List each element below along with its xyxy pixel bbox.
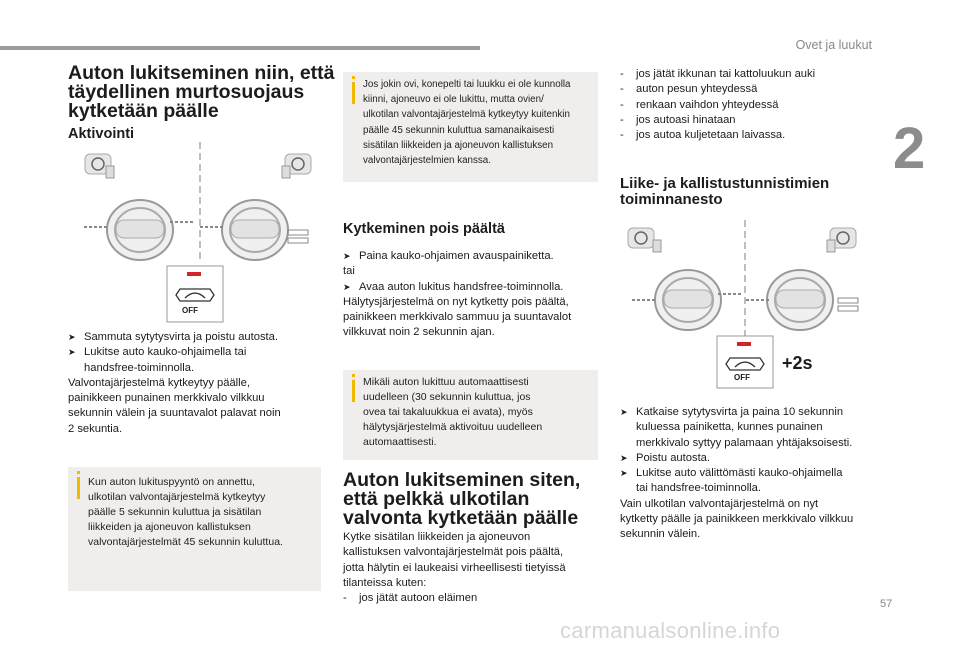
arrow-icon: ➤ (68, 347, 76, 358)
list-item: ➤ Paina kauko-ohjaimen avauspainiketta. (343, 249, 603, 264)
list-item: ➤ Katkaise sytytysvirta ja paina 10 sekunnin kuluessa painiketta, kunnes punainen merkkivalo syttyy palamaan yhtäjaksoisesti. (620, 406, 853, 449)
list-item: - renkaan vaihdon yhteydessä (620, 98, 779, 111)
watermark: carmanualsonline.info (560, 618, 781, 643)
dashboard-left (628, 228, 742, 330)
sensor-deactivation-illustration (620, 220, 870, 390)
page-title (68, 64, 338, 121)
list-item: ➤ Lukitse auto kauko-ohjaimella tai handsfree-toiminnolla. (68, 346, 247, 374)
title-line: kytketään päälle (68, 100, 219, 122)
section-subtitle: Kytkeminen pois päältä (343, 221, 505, 237)
off-label: OFF (182, 306, 198, 315)
arrow-icon: ➤ (343, 281, 351, 292)
arrow-icon: ➤ (620, 468, 628, 479)
page-number: 57 (880, 598, 893, 610)
paragraph: Kytke sisätilan liikkeiden ja ajoneuvon kallistuksen valvontajärjestelmät pois päältä, jotta hälytin ei laukeaisi virheellisesti tietyissä tilanteissa kuten: - jos jätät autoon eläimen (343, 530, 608, 606)
info-box: Kun auton lukituspyyntö on annettu, ulkotilan valvontajärjestelmä kytkeytyy päälle 5 sekunnin kuluttua ja sisätilan liikkeiden ja ajoneuvon kallistuksen valvontajärjestelmät 45 sekunnin kuluttua. (68, 467, 321, 591)
list-item: - jos autoasi hinataan (620, 113, 736, 126)
info-box: Jos jokin ovi, konepelti tai luukku ei ole kunnolla kiinni, ajoneuvo ei ole lukittu, mutta ovien/ ulkotilan valvontajärjestelmä kytkeytyy kuitenkin päälle 45 sekunnin kuluttua samanaikaisesti sisätilan liikkeiden ja ajoneuvon kallistuksen valvontajärjestelmien kanssa. (343, 72, 598, 182)
list-item: ➤ Lukitse auto välittömästi kauko-ohjaimella tai handsfree-toiminnolla. (620, 467, 843, 495)
situation-list (620, 67, 890, 143)
list-item: ➤ Poistu autosta. (620, 451, 892, 466)
title-line: Auton lukitseminen niin, että (68, 62, 335, 84)
dashboard-left (84, 154, 195, 260)
title-line: täydellinen murtosuojaus (68, 81, 305, 103)
activation-steps (68, 330, 333, 437)
off-label: OFF (734, 373, 750, 382)
arrow-icon: ➤ (620, 452, 628, 463)
info-icon (77, 477, 80, 499)
dashboard-right (200, 154, 311, 260)
list-item: - auton pesun yhteydessä (620, 83, 758, 96)
deactivation-procedure: ➤ Katkaise sytytysvirta ja paina 10 sekunnin kuluessa painiketta, kunnes punainen merkkivalo syttyy palamaan yhtäjaksoisesti. ➤ Poistu autosta. ➤ Lukitse auto välittömästi kauko-ohjaimella tai handsfree-toiminnolla. Vain ulkotilan valvontajärjestelmä on nyt kytketty päälle ja painikkeen merkkivalo vilkkuu sekunnin välein. (620, 405, 892, 543)
arrow-icon: ➤ (343, 251, 351, 261)
section-subtitle: Aktivointi (68, 126, 135, 142)
section-subtitle: Liike- ja kallistustunnistimien toiminnanesto (620, 175, 830, 208)
list-item: - jos jätät ikkunan tai kattoluukun auki (620, 68, 816, 80)
deactivation-steps: ➤ Paina kauko-ohjaimen avauspainiketta. tai ➤ Avaa auton lukitus handsfree-toiminnolla. Hälytysjärjestelmä on nyt kytketty pois päältä, painikkeen merkkivalo sammuu ja suuntavalot vilkkuvat noin 2 sekunnin ajan. (343, 249, 603, 341)
list-item: - jos jätät autoon eläimen (343, 592, 478, 605)
dashboard-right (746, 228, 858, 330)
activation-illustration (70, 142, 330, 324)
chapter-number: 2 (893, 116, 926, 181)
section-title: Auton lukitseminen siten, että pelkkä ulkotilan valvonta kytketään päälle (343, 469, 581, 529)
info-icon (352, 82, 355, 104)
duration-label: +2s (782, 353, 813, 373)
info-icon (352, 380, 355, 402)
paragraph: Valvontajärjestelmä kytkeytyy päälle, painikkeen punainen merkkivalo vilkkuu sekunnin välein ja suuntavalot palavat noin 2 sekuntia. (68, 376, 281, 435)
arrow-icon: ➤ (620, 407, 628, 417)
list-item: - jos autoa kuljetetaan laivassa. (620, 129, 786, 142)
section-header: Ovet ja luukut (795, 38, 872, 52)
header-rule (0, 46, 480, 50)
list-item: ➤ Sammuta sytytysvirta ja poistu autosta. (68, 330, 333, 345)
list-item: ➤ Avaa auton lukitus handsfree-toiminnolla. (343, 280, 603, 295)
info-box: Mikäli auton lukittuu automaattisesti uudelleen (30 sekunnin kuluttua, jos ovea tai takaluukkua ei avata), myös hälytysjärjestelmä aktivoituu uudelleen automaattisesti. (343, 370, 598, 460)
arrow-icon: ➤ (68, 332, 76, 342)
